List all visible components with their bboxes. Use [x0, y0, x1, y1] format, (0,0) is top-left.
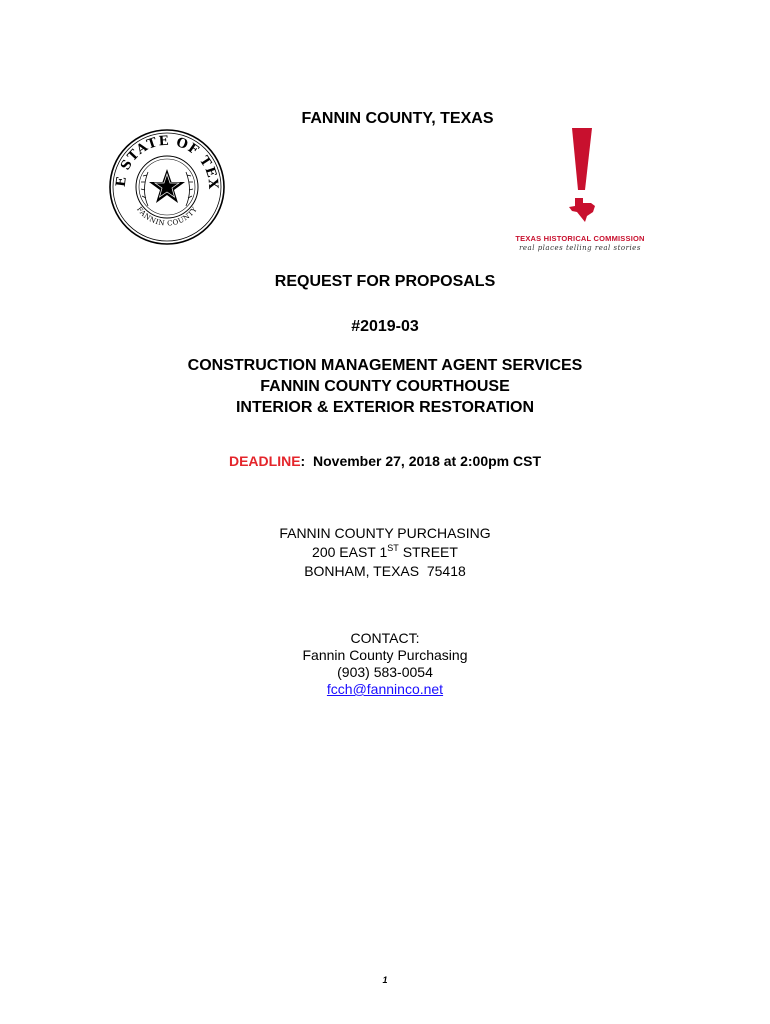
thc-name: TEXAS HISTORICAL COMMISSION — [515, 234, 645, 243]
contact-heading: CONTACT: — [350, 630, 420, 646]
rfp-number: #2019-03 — [351, 318, 419, 335]
thc-logo — [511, 126, 649, 256]
contact-phone: (903) 583-0054 — [337, 664, 433, 680]
deadline-colon: : — [300, 453, 306, 469]
deadline-label: DEADLINE — [228, 453, 301, 469]
address-ordinal: ST — [387, 543, 399, 553]
contact-email-link[interactable]: fcch@fanninco.net — [326, 681, 444, 697]
state-seal-icon — [108, 128, 226, 246]
deadline — [0, 453, 770, 469]
address-block — [0, 524, 770, 581]
project-line-2: FANNIN COUNTY COURTHOUSE — [260, 378, 510, 395]
project-description — [0, 355, 770, 418]
address-line-3: BONHAM, TEXAS 75418 — [304, 563, 466, 579]
project-line-1: CONSTRUCTION MANAGEMENT AGENT SERVICES — [187, 357, 583, 374]
address-street-name: STREET — [398, 544, 458, 560]
page-number: 1 — [382, 975, 388, 985]
address-line-2 — [0, 543, 770, 562]
project-line-3: INTERIOR & EXTERIOR RESTORATION — [235, 399, 535, 416]
thc-tagline: real places telling real stories — [519, 244, 641, 252]
seal-text-bottom: FANNIN COUNTY — [135, 205, 199, 228]
contact-block — [0, 630, 770, 698]
contact-name: Fannin County Purchasing — [302, 647, 468, 663]
county-title: FANNIN COUNTY, TEXAS — [301, 110, 494, 127]
deadline-value: November 27, 2018 at 2:00pm CST — [313, 453, 541, 469]
address-line-1: FANNIN COUNTY PURCHASING — [279, 525, 491, 541]
rfp-title: REQUEST FOR PROPOSALS — [274, 273, 496, 290]
state-seal — [108, 128, 226, 246]
address-street-number: 200 EAST 1 — [312, 544, 388, 560]
exclamation-texas-icon — [563, 126, 599, 226]
seal-text-top: E STATE OF TEX — [113, 133, 221, 191]
